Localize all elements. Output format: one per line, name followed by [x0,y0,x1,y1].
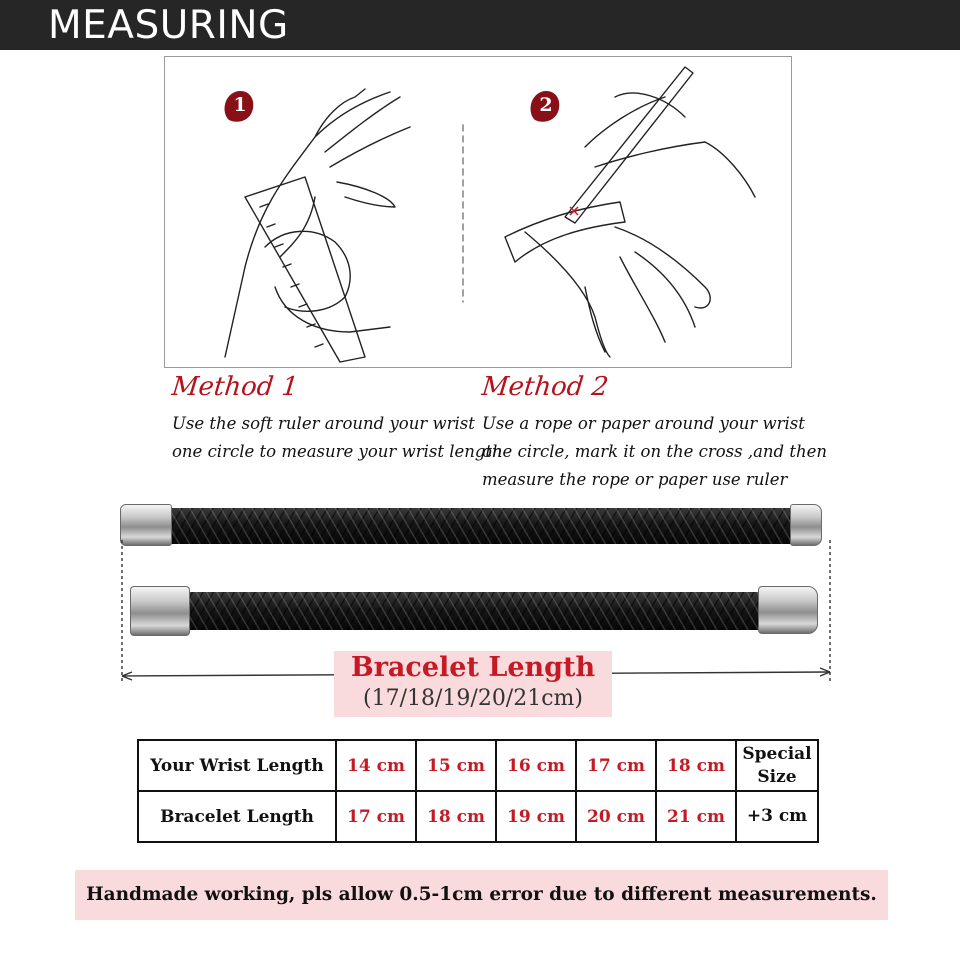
table-cell: 17 cm [336,791,416,842]
table-cell: 21 cm [656,791,736,842]
error-note-text: Handmade working, pls allow 0.5-1cm error due to different measurements. [86,884,877,905]
special-size-line-1: Special [742,743,812,764]
method-1-title: Method 1 [170,372,300,402]
page-title: MEASURING [48,3,289,48]
table-cell: 20 cm [576,791,656,842]
table-cell: 19 cm [496,791,576,842]
header-bar [0,0,960,50]
bracelet-top-band [168,508,796,544]
paper-strip [505,202,625,262]
method-2-line-1: Use a rope or paper around your wrist [482,414,805,433]
method-1-line-2: one circle to measure your wrist length [172,442,503,461]
size-table [137,739,819,843]
bracelet-length-title: Bracelet Length [350,652,596,683]
table-cell: 16 cm [496,740,576,791]
ruler [245,177,365,362]
special-size-line-2: Size [757,766,797,787]
special-size-cell [736,740,818,791]
bracelet-length-label [334,651,612,717]
bracelet-length-sizes: (17/18/19/20/21cm) [363,686,583,711]
hand-drawings [165,57,793,369]
table-cell: 17 cm [576,740,656,791]
pencil [565,67,693,223]
method-1-line-1: Use the soft ruler around your wrist [172,414,475,433]
table-row [138,740,818,791]
special-size-extra-cell: +3 cm [736,791,818,842]
method-2-line-2: one circle, mark it on the cross ,and then [482,442,827,461]
step-2-badge: 2 [529,90,563,124]
table-cell: 18 cm [656,740,736,791]
table-cell: 18 cm [416,791,496,842]
method-2-title: Method 2 [480,372,610,402]
pencil-hand [585,93,755,197]
step-1-badge: 1 [223,90,257,124]
row-label: Bracelet Length [138,791,336,842]
error-note [75,870,888,920]
table-row [138,791,818,842]
measuring-illustration [164,56,792,368]
method-2-line-3: measure the rope or paper use ruler [482,470,788,489]
right-hand-outline [525,227,710,357]
table-cell: 14 cm [336,740,416,791]
table-cell: 15 cm [416,740,496,791]
row-label: Your Wrist Length [138,740,336,791]
left-wrist [225,197,315,357]
